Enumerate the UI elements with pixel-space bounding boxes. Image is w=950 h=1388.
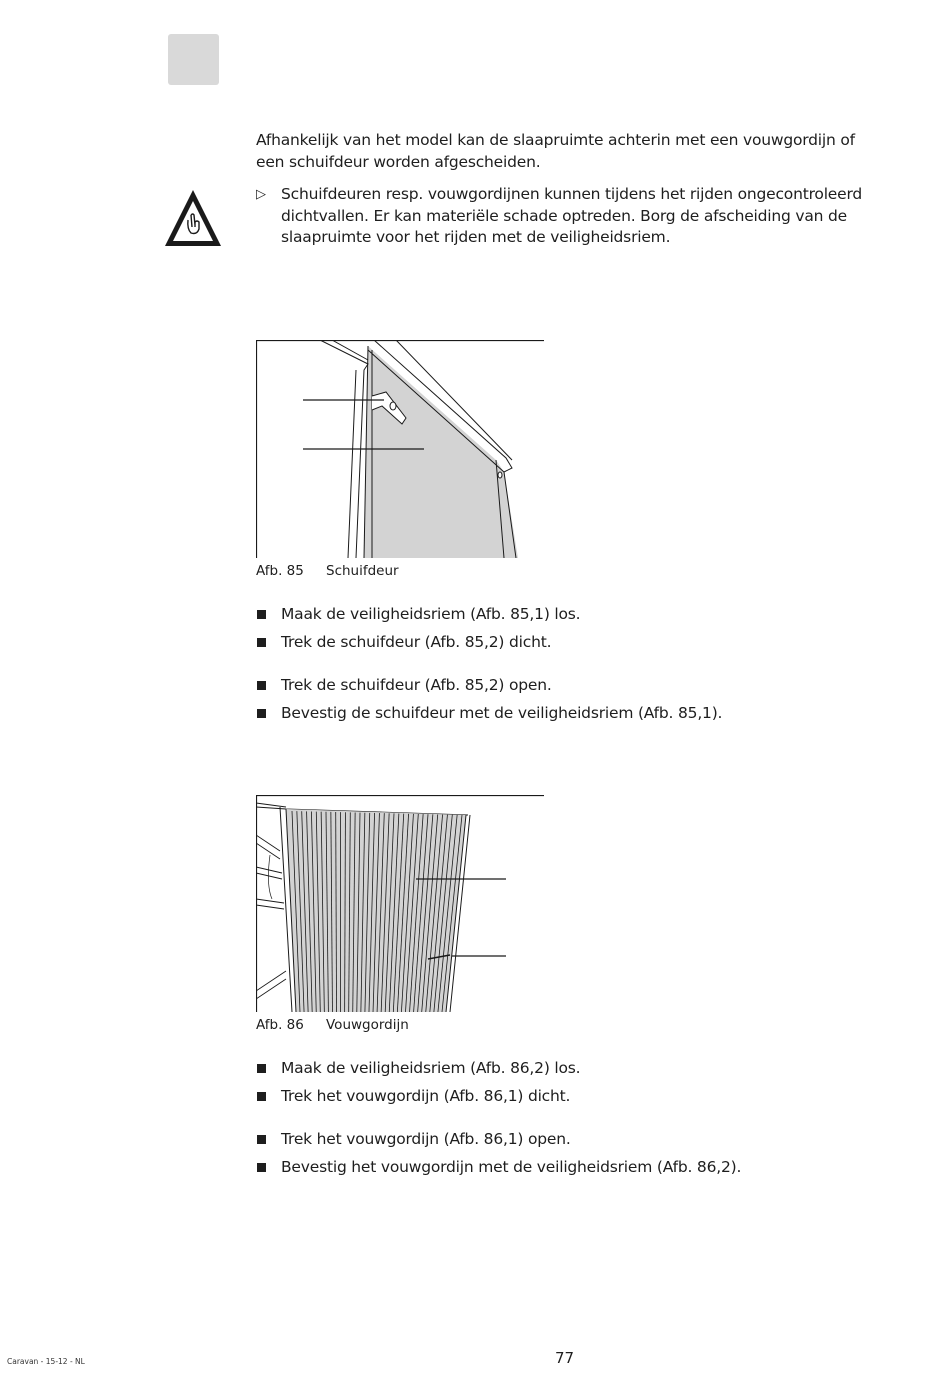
steps-vouwgordijn-close [256, 1054, 580, 1110]
list-item: Trek de schuifdeur (Afb. 85,2) open. [256, 671, 722, 699]
square-bullet-icon [257, 681, 266, 690]
square-bullet-icon [257, 638, 266, 647]
steps-schuifdeur-close [256, 600, 580, 656]
steps-schuifdeur-open [256, 671, 722, 727]
square-bullet-icon [257, 1092, 266, 1101]
intro-paragraph: Afhankelijk van het model kan de slaapruimte achterin met een vouwgordijn of een schuifdeur worden afgescheiden. [256, 131, 855, 171]
warning-hand-triangle-icon [162, 187, 224, 249]
figure-caption-86: Afb. 86 Vouwgordijn [256, 1017, 409, 1033]
warning-text: Schuifdeuren resp. vouwgordijnen kunnen tijdens het rijden ongecontroleerd dichtvallen. Er kan materiële schade optreden. Borg de afscheiding van de slaapruimte voor het rijden met de veiligheidsriem. [281, 185, 863, 246]
square-bullet-icon [257, 610, 266, 619]
list-item: Trek het vouwgordijn (Afb. 86,1) open. [256, 1125, 741, 1153]
list-item: Bevestig de schuifdeur met de veiligheidsriem (Afb. 85,1). [256, 699, 722, 727]
page-number: 77 [555, 1349, 575, 1367]
list-item: Trek de schuifdeur (Afb. 85,2) dicht. [256, 628, 580, 656]
footer-doc-code: Caravan - 15-12 - NL [7, 1357, 85, 1366]
warning-note [256, 184, 866, 249]
list-item: Maak de veiligheidsriem (Afb. 86,2) los. [256, 1054, 580, 1082]
triangle-right-outline-icon: ▷ [256, 187, 266, 202]
chapter-tab-marker [168, 34, 219, 85]
figure-caption-85: Afb. 85 Schuifdeur [256, 563, 399, 579]
list-item: Bevestig het vouwgordijn met de veiligheidsriem (Afb. 86,2). [256, 1153, 741, 1181]
square-bullet-icon [257, 1163, 266, 1172]
steps-vouwgordijn-open [256, 1125, 741, 1181]
list-item: Maak de veiligheidsriem (Afb. 85,1) los. [256, 600, 580, 628]
figure-schuifdeur [256, 340, 544, 558]
square-bullet-icon [257, 1064, 266, 1073]
square-bullet-icon [257, 1135, 266, 1144]
list-item: Trek het vouwgordijn (Afb. 86,1) dicht. [256, 1082, 580, 1110]
square-bullet-icon [257, 709, 266, 718]
figure-vouwgordijn [256, 795, 544, 1012]
